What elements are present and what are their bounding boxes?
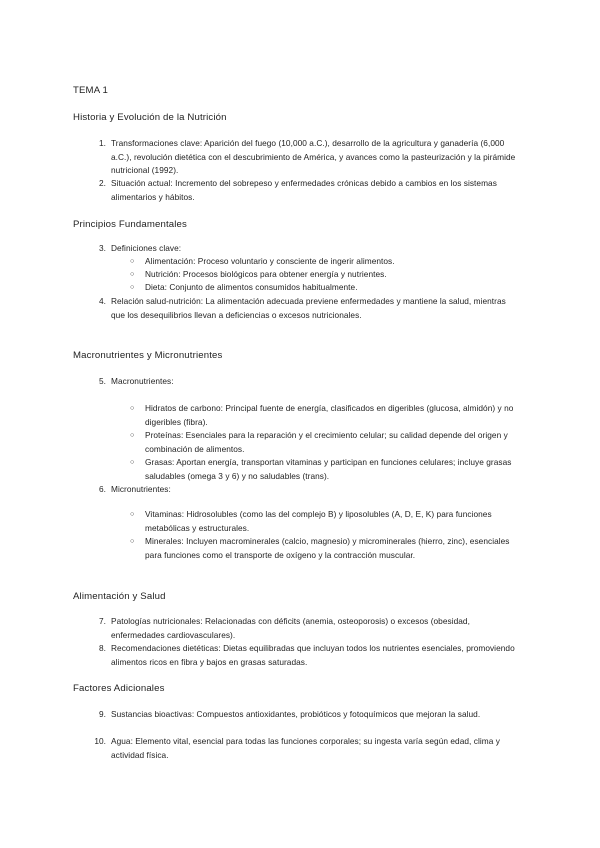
section-heading: Principios Fundamentales (73, 219, 187, 230)
list-number: 8. (98, 643, 106, 653)
sub-list-text: Vitaminas: Hidrosolubles (como las del complejo B) y liposolubles (A, D, E, K) para funciones metabólicas y estructurales. (145, 509, 492, 533)
circle-bullet-icon: ○ (130, 284, 135, 291)
section-heading: Macronutrientes y Micronutrientes (73, 350, 223, 361)
sub-list-text: Grasas: Aportan energía, transportan vitaminas y participan en funciones celulares; incluye grasas saludables (omega 3 y 6) y no saludables (trans). (145, 457, 512, 481)
list-text: Situación actual: Incremento del sobrepeso y enfermedades crónicas debido a cambios en los sistemas alimentarios y hábitos. (111, 178, 497, 202)
list-number: 1. (98, 138, 106, 148)
list-text: Recomendaciones dietéticas: Dietas equilibradas que incluyan todos los nutrientes esenciales, promoviendo alimentos ricos en fibra y bajos en grasas saturadas. (111, 643, 515, 667)
sub-list-text: Dieta: Conjunto de alimentos consumidos habitualmente. (145, 282, 358, 292)
list-number: 4. (98, 296, 106, 306)
list-text: Definiciones clave: (111, 243, 182, 253)
list-text: Relación salud-nutrición: La alimentación adecuada previene enfermedades y mantiene la salud, mientras que los desequilibrios llevan a deficiencias o excesos nutricionales. (111, 296, 506, 320)
circle-bullet-icon: ○ (130, 538, 135, 545)
sub-list-text: Alimentación: Proceso voluntario y consciente de ingerir alimentos. (145, 256, 395, 266)
list-number: 10. (94, 736, 106, 746)
sub-list-text: Nutrición: Procesos biológicos para obtener energía y nutrientes. (145, 269, 387, 279)
list-text: Agua: Elemento vital, esencial para todas las funciones corporales; su ingesta varía según edad, clima y actividad física. (111, 736, 500, 760)
circle-bullet-icon: ○ (130, 405, 135, 412)
sub-list-text: Minerales: Incluyen macrominerales (calcio, magnesio) y microminerales (hierro, zinc), esenciales para funciones como el transporte de oxígeno y la contracción muscular. (145, 536, 510, 560)
circle-bullet-icon: ○ (130, 271, 135, 278)
list-text: Macronutrientes: (111, 376, 174, 386)
section-heading: Factores Adicionales (73, 683, 165, 694)
section-heading: Alimentación y Salud (73, 591, 166, 602)
circle-bullet-icon: ○ (130, 459, 135, 466)
sub-list-text: Hidratos de carbono: Principal fuente de energía, clasificados en digeribles (glucosa, almidón) y no digeribles (fibra). (145, 403, 514, 427)
list-number: 7. (98, 616, 106, 626)
list-number: 2. (98, 178, 106, 188)
list-text: Transformaciones clave: Aparición del fuego (10,000 a.C.), desarrollo de la agricultura y ganadería (6,000 a.C.), revolución dietética con el descubrimiento de América, y avances como la pasteurización y la pirámide nutricional (1992). (111, 138, 516, 175)
page-title: TEMA 1 (73, 85, 109, 96)
list-number: 3. (98, 243, 106, 253)
list-text: Sustancias bioactivas: Compuestos antioxidantes, probióticos y fotoquímicos que mejoran la salud. (111, 709, 481, 719)
list-text: Micronutrientes: (111, 484, 171, 494)
section-heading: Historia y Evolución de la Nutrición (73, 112, 227, 123)
circle-bullet-icon: ○ (130, 258, 135, 265)
sub-list-text: Proteínas: Esenciales para la reparación y el crecimiento celular; su calidad depende del origen y combinación de alimentos. (145, 430, 508, 454)
circle-bullet-icon: ○ (130, 511, 135, 518)
list-text: Patologías nutricionales: Relacionadas con déficits (anemia, osteoporosis) o excesos (obesidad, enfermedades cardiovasculares). (111, 616, 470, 640)
list-number: 9. (98, 709, 106, 719)
list-number: 6. (98, 484, 106, 494)
circle-bullet-icon: ○ (130, 432, 135, 439)
list-number: 5. (98, 376, 106, 386)
